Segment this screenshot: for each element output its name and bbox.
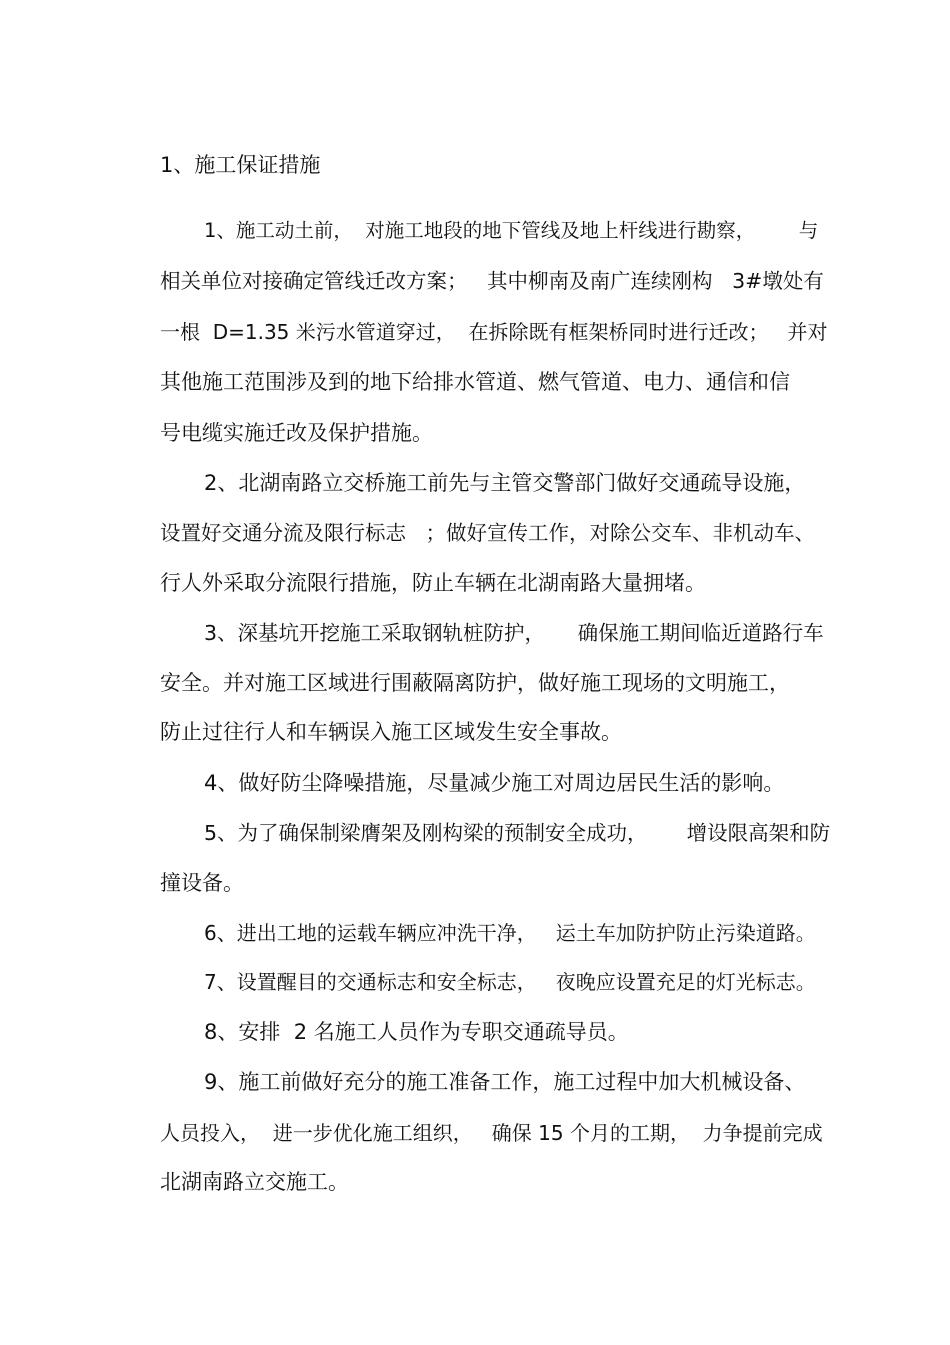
text-line-17: 8、安排 2 名施工人员作为专职交通疏导员。 — [204, 1020, 629, 1044]
text-line-1: 1、施工动土前， 对施工地段的地下管线及地上杆线进行勘察， 与 — [204, 219, 819, 242]
text-line-4: 其他施工范围涉及到的地下给排水管道、燃气管道、电力、通信和信 — [160, 370, 790, 394]
text-line-6: 2、北湖南路立交桥施工前先与主管交警部门做好交通疏导设施， — [204, 471, 806, 495]
text-line-10: 安全。并对施工区域进行围蔽隔离防护，做好施工现场的文明施工， — [160, 671, 790, 695]
text-line-19: 人员投入， 进一步优化施工组织， 确保 15 个月的工期， 力争提前完成 — [160, 1121, 823, 1145]
text-line-20: 北湖南路立交施工。 — [160, 1170, 349, 1194]
text-line-9: 3、深基坑开挖施工采取钢轨桩防护， 确保施工期间临近道路行车 — [204, 621, 824, 645]
text-line-13: 5、为了确保制梁膺架及刚构梁的预制安全成功， 增设限高架和防 — [204, 821, 831, 845]
text-line-5: 号电缆实施迁改及保护措施。 — [160, 421, 433, 445]
section-heading: 1、施工保证措施 — [160, 153, 321, 177]
text-line-18: 9、施工前做好充分的施工准备工作，施工过程中加大机械设备、 — [204, 1070, 806, 1094]
text-line-8: 行人外采取分流限行措施，防止车辆在北湖南路大量拥堵。 — [160, 571, 706, 595]
text-line-11: 防止过往行人和车辆误入施工区域发生安全事故。 — [160, 720, 622, 744]
text-line-14: 撞设备。 — [160, 871, 244, 895]
text-line-2: 相关单位对接确定管线迁改方案； 其中柳南及南广连续刚构 3#墩处有 — [160, 269, 824, 293]
text-line-16: 7、设置醒目的交通标志和安全标志， 夜晚应设置充足的灯光标志。 — [204, 970, 816, 994]
text-line-7: 设置好交通分流及限行标志 ；做好宣传工作，对除公交车、非机动车、 — [160, 521, 816, 545]
text-line-15: 6、进出工地的运载车辆应冲洗干净， 运土车加防护防止污染道路。 — [204, 921, 816, 945]
text-line-3: 一根 D=1.35 米污水管道穿过， 在拆除既有框架桥同时进行迁改； 并对 — [160, 320, 828, 344]
text-line-12: 4、做好防尘降噪措施，尽量减少施工对周边居民生活的影响。 — [204, 771, 785, 795]
